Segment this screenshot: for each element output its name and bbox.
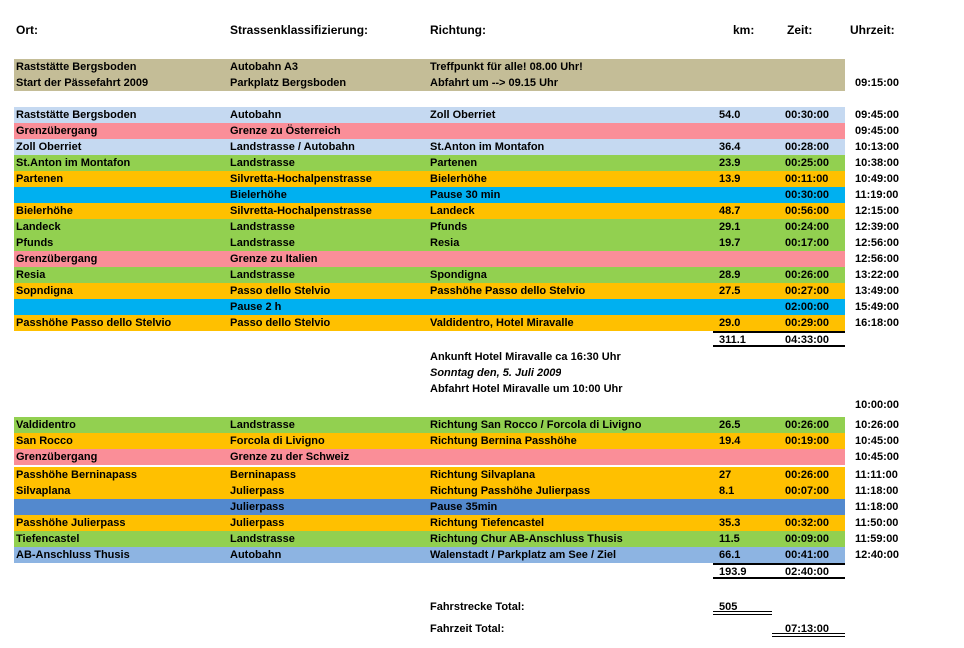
cell-uhrzeit: 16:18:00 [855, 317, 900, 329]
cell-uhrzeit: 12:56:00 [855, 253, 900, 265]
table-row [0, 531, 964, 547]
cell-ort [14, 499, 230, 515]
row-band [14, 417, 845, 433]
cell-zeit: 00:30:00 [785, 189, 830, 201]
total-row [0, 621, 964, 637]
row-band [14, 283, 845, 299]
cell-zeit: 00:29:00 [785, 317, 830, 329]
row-band [14, 187, 845, 203]
cell-km [713, 59, 772, 75]
row-band [14, 123, 845, 139]
cell-richtung: Zoll Oberriet [430, 109, 496, 121]
row-band [14, 531, 845, 547]
total-row [0, 599, 964, 615]
cell-ort: Silvaplana [16, 485, 71, 497]
cell-km [713, 499, 772, 515]
note-row [0, 349, 964, 365]
cell-zeit: 00:56:00 [785, 205, 830, 217]
cell-zeit [772, 397, 845, 413]
table-row [0, 315, 964, 331]
cell-uhrzeit: 10:26:00 [855, 419, 900, 431]
sheet-rows [0, 38, 964, 637]
cell-zeit: 02:00:00 [785, 301, 830, 313]
cell-zeit [772, 59, 845, 75]
row-band [14, 107, 845, 123]
cell-richtung: Pause 35min [430, 501, 498, 513]
total-km-spacer [713, 621, 772, 637]
row-gap [0, 38, 964, 59]
row-band [14, 483, 845, 499]
cell-strassenklassifizierung: Julierpass [230, 501, 285, 513]
cell-strassenklassifizierung: Bielerhöhe [230, 189, 287, 201]
cell-zeit: 00:24:00 [785, 221, 830, 233]
row-band [14, 397, 845, 413]
cell-km: 23.9 [719, 157, 741, 169]
cell-ort [14, 397, 230, 413]
subtotal-row [0, 563, 964, 579]
table-row [0, 483, 964, 499]
cell-zeit: 00:09:00 [785, 533, 830, 545]
cell-strassenklassifizierung: Grenze zu der Schweiz [230, 451, 350, 463]
row-band [14, 59, 845, 75]
cell-strassenklassifizierung: Landstrasse [230, 237, 295, 249]
cell-richtung: Richtung Passhöhe Julierpass [430, 485, 591, 497]
cell-ort: AB-Anschluss Thusis [16, 549, 130, 561]
table-row [0, 123, 964, 139]
cell-richtung: Partenen [430, 157, 478, 169]
cell-strassenklassifizierung: Landstrasse [230, 221, 295, 233]
cell-richtung: Richtung San Rocco / Forcola di Livigno [430, 419, 642, 431]
table-row [0, 499, 964, 515]
header-ort: Ort: [16, 23, 38, 37]
table-row [0, 107, 964, 123]
cell-ort: Raststätte Bergsboden [16, 61, 137, 73]
cell-richtung [430, 123, 713, 139]
cell-zeit [772, 251, 845, 267]
table-row [0, 283, 964, 299]
cell-uhrzeit: 10:38:00 [855, 157, 900, 169]
cell-km [713, 123, 772, 139]
table-row [0, 467, 964, 483]
cell-strassenklassifizierung: Parkplatz Bergsboden [230, 77, 347, 89]
cell-strassenklassifizierung: Julierpass [230, 485, 285, 497]
cell-zeit: 00:27:00 [785, 285, 830, 297]
cell-ort: San Rocco [16, 435, 73, 447]
cell-uhrzeit: 10:45:00 [855, 451, 900, 463]
cell-uhrzeit: 11:50:00 [855, 517, 899, 529]
cell-richtung: Richtung Bernina Passhöhe [430, 435, 577, 447]
table-row [0, 75, 964, 91]
row-band [14, 235, 845, 251]
cell-strassenklassifizierung: Silvretta-Hochalpenstrasse [230, 173, 372, 185]
cell-km: 35.3 [719, 517, 741, 529]
table-row [0, 417, 964, 433]
row-gap [0, 91, 964, 107]
cell-uhrzeit: 12:40:00 [855, 549, 900, 561]
cell-uhrzeit: 10:45:00 [855, 435, 900, 447]
cell-strassenklassifizierung: Julierpass [230, 517, 285, 529]
cell-km: 36.4 [719, 141, 741, 153]
cell-uhrzeit: 09:45:00 [855, 125, 900, 137]
cell-richtung [430, 397, 713, 413]
subtotal-km: 311.1 [719, 334, 746, 345]
cell-uhrzeit [845, 59, 955, 75]
cell-richtung: Spondigna [430, 269, 487, 281]
row-band [14, 315, 845, 331]
cell-km: 19.4 [719, 435, 741, 447]
cell-ort: Tiefencastel [16, 533, 80, 545]
row-band [14, 75, 845, 91]
cell-km: 8.1 [719, 485, 735, 497]
row-band [14, 171, 845, 187]
cell-richtung [430, 251, 713, 267]
cell-zeit [772, 499, 845, 515]
table-row [0, 139, 964, 155]
cell-ort: Resia [16, 269, 46, 281]
table-row [0, 299, 964, 315]
table-row [0, 187, 964, 203]
cell-uhrzeit: 12:56:00 [855, 237, 900, 249]
header-richtung: Richtung: [430, 23, 486, 37]
cell-zeit: 00:11:00 [785, 173, 829, 185]
cell-ort: Valdidentro [16, 419, 76, 431]
cell-zeit: 00:19:00 [785, 435, 830, 447]
cell-strassenklassifizierung: Pause 2 h [230, 301, 282, 313]
cell-strassenklassifizierung: Landstrasse [230, 269, 295, 281]
cell-richtung: Richtung Silvaplana [430, 469, 536, 481]
cell-richtung [430, 299, 713, 315]
cell-strassenklassifizierung: Landstrasse [230, 157, 295, 169]
table-row [0, 203, 964, 219]
row-band [14, 203, 845, 219]
table-row [0, 449, 964, 465]
cell-strassenklassifizierung: Landstrasse [230, 533, 295, 545]
cell-km [713, 251, 772, 267]
subtotal-zeit: 04:33:00 [785, 334, 830, 345]
cell-km [713, 187, 772, 203]
header-band [14, 22, 845, 38]
row-gap [0, 579, 964, 599]
cell-richtung: Richtung Tiefencastel [430, 517, 545, 529]
cell-strassenklassifizierung: Grenze zu Italien [230, 253, 318, 265]
cell-zeit: 00:25:00 [785, 157, 830, 169]
cell-zeit: 00:07:00 [785, 485, 830, 497]
cell-ort: Passhöhe Passo dello Stelvio [16, 317, 172, 329]
cell-richtung: Pause 30 min [430, 189, 501, 201]
total-zeit-spacer [772, 599, 845, 615]
cell-ort: Passhöhe Berninapass [16, 469, 138, 481]
cell-zeit [772, 75, 845, 91]
cell-ort: Partenen [16, 173, 64, 185]
cell-uhrzeit: 11:59:00 [855, 533, 899, 545]
cell-ort: Start der Pässefahrt 2009 [16, 77, 149, 89]
cell-strassenklassifizierung [230, 397, 430, 413]
header-uhrzeit: Uhrzeit: [850, 23, 895, 37]
row-band [14, 515, 845, 531]
total-km-value: 505 [713, 599, 772, 615]
cell-ort: Raststätte Bergsboden [16, 109, 137, 121]
table-row [0, 515, 964, 531]
cell-km: 11.5 [719, 533, 740, 545]
cell-ort: Sopndigna [16, 285, 73, 297]
cell-strassenklassifizierung: Autobahn [230, 109, 282, 121]
row-band [14, 449, 845, 465]
cell-km: 66.1 [719, 549, 741, 561]
cell-uhrzeit: 11:18:00 [855, 485, 899, 497]
row-band [14, 547, 845, 563]
cell-ort: Landeck [16, 221, 61, 233]
row-band [14, 251, 845, 267]
subtotal-km: 193.9 [719, 566, 747, 577]
total-zeit-value: 07:13:00 [772, 621, 845, 637]
cell-uhrzeit: 11:18:00 [855, 501, 899, 513]
header-strassenklassifizierung: Strassenklassifizierung: [230, 23, 369, 37]
note-line: Ankunft Hotel Miravalle ca 16:30 Uhr [430, 351, 621, 363]
cell-km: 28.9 [719, 269, 741, 281]
cell-ort: Grenzübergang [16, 125, 98, 137]
cell-uhrzeit: 13:22:00 [855, 269, 900, 281]
cell-richtung: Bielerhöhe [430, 173, 487, 185]
cell-strassenklassifizierung: Berninapass [230, 469, 297, 481]
cell-zeit: 00:17:00 [785, 237, 830, 249]
row-band [14, 467, 845, 483]
table-row [0, 547, 964, 563]
cell-km: 48.7 [719, 205, 741, 217]
cell-richtung: Pfunds [430, 221, 468, 233]
cell-km: 27 [719, 469, 732, 481]
cell-strassenklassifizierung: Passo dello Stelvio [230, 285, 331, 297]
cell-km [713, 75, 772, 91]
header-zeit: Zeit: [787, 23, 813, 37]
cell-richtung: Resia [430, 237, 460, 249]
cell-uhrzeit: 12:15:00 [855, 205, 900, 217]
cell-zeit: 00:28:00 [785, 141, 830, 153]
cell-ort: Zoll Oberriet [16, 141, 82, 153]
cell-ort: Bielerhöhe [16, 205, 73, 217]
cell-uhrzeit: 12:39:00 [855, 221, 900, 233]
cell-uhrzeit: 10:13:00 [855, 141, 900, 153]
cell-richtung: Abfahrt um --> 09.15 Uhr [430, 77, 559, 89]
cell-uhrzeit: 09:15:00 [855, 77, 900, 89]
cell-ort: Grenzübergang [16, 451, 98, 463]
cell-km [713, 299, 772, 315]
row-band [14, 299, 845, 315]
cell-km: 27.5 [719, 285, 741, 297]
total-label: Fahrstrecke Total: [430, 601, 525, 613]
cell-uhrzeit: 09:45:00 [855, 109, 900, 121]
cell-zeit: 00:26:00 [785, 419, 830, 431]
cell-zeit: 00:26:00 [785, 269, 830, 281]
cell-strassenklassifizierung: Passo dello Stelvio [230, 317, 331, 329]
cell-strassenklassifizierung: Grenze zu Österreich [230, 125, 341, 137]
cell-ort [14, 187, 230, 203]
cell-strassenklassifizierung: Forcola di Livigno [230, 435, 325, 447]
table-row [0, 155, 964, 171]
white-row [0, 397, 964, 413]
cell-ort: Grenzübergang [16, 253, 98, 265]
cell-richtung: Landeck [430, 205, 475, 217]
row-band [14, 155, 845, 171]
table-row [0, 171, 964, 187]
subtotal-zeit: 02:40:00 [785, 566, 830, 577]
cell-richtung: Valdidentro, Hotel Miravalle [430, 317, 574, 329]
cell-ort: Pfunds [16, 237, 54, 249]
cell-zeit: 00:41:00 [785, 549, 830, 561]
row-band [14, 219, 845, 235]
cell-km: 26.5 [719, 419, 741, 431]
cell-km [713, 397, 772, 413]
cell-richtung: St.Anton im Montafon [430, 141, 545, 153]
cell-richtung: Passhöhe Passo dello Stelvio [430, 285, 586, 297]
table-row [0, 267, 964, 283]
subtotal-box [713, 331, 845, 347]
cell-km: 54.0 [719, 109, 741, 121]
cell-zeit: 00:26:00 [785, 469, 830, 481]
cell-zeit: 00:32:00 [785, 517, 830, 529]
cell-richtung: Richtung Chur AB-Anschluss Thusis [430, 533, 623, 545]
row-band [14, 433, 845, 449]
table-row [0, 433, 964, 449]
subtotal-row [0, 331, 964, 347]
cell-richtung: Walenstadt / Parkplatz am See / Ziel [430, 549, 617, 561]
row-band [14, 139, 845, 155]
cell-strassenklassifizierung: Landstrasse / Autobahn [230, 141, 355, 153]
note-line: Sonntag den, 5. Juli 2009 [430, 367, 562, 379]
cell-uhrzeit: 13:49:00 [855, 285, 900, 297]
cell-km: 29.0 [719, 317, 741, 329]
cell-strassenklassifizierung: Autobahn [230, 549, 282, 561]
note-line: Abfahrt Hotel Miravalle um 10:00 Uhr [430, 383, 623, 395]
cell-km: 13.9 [719, 173, 741, 185]
row-band [14, 499, 845, 515]
cell-strassenklassifizierung: Autobahn A3 [230, 61, 299, 73]
cell-richtung [430, 449, 713, 465]
cell-km [713, 449, 772, 465]
note-row [0, 365, 964, 381]
subtotal-box [713, 563, 845, 579]
cell-strassenklassifizierung: Silvretta-Hochalpenstrasse [230, 205, 372, 217]
cell-uhrzeit: 15:49:00 [855, 301, 900, 313]
cell-ort: St.Anton im Montafon [16, 157, 131, 169]
cell-km: 19.7 [719, 237, 741, 249]
note-row [0, 381, 964, 397]
total-label: Fahrzeit Total: [430, 623, 505, 635]
header-km: km: [733, 23, 755, 37]
table-row [0, 59, 964, 75]
cell-ort: Passhöhe Julierpass [16, 517, 126, 529]
column-header-row [0, 22, 964, 38]
cell-zeit: 00:30:00 [785, 109, 830, 121]
cell-strassenklassifizierung: Landstrasse [230, 419, 295, 431]
cell-zeit [772, 449, 845, 465]
table-row [0, 219, 964, 235]
table-row [0, 251, 964, 267]
cell-richtung: Treffpunkt für alle! 08.00 Uhr! [430, 61, 583, 73]
cell-uhrzeit: 10:49:00 [855, 173, 900, 185]
cell-uhrzeit: 10:00:00 [855, 399, 900, 411]
cell-ort [14, 299, 230, 315]
cell-zeit [772, 123, 845, 139]
row-band [14, 267, 845, 283]
table-row [0, 235, 964, 251]
cell-uhrzeit: 11:11:00 [855, 469, 898, 481]
cell-uhrzeit: 11:19:00 [855, 189, 899, 201]
cell-km: 29.1 [719, 221, 741, 233]
